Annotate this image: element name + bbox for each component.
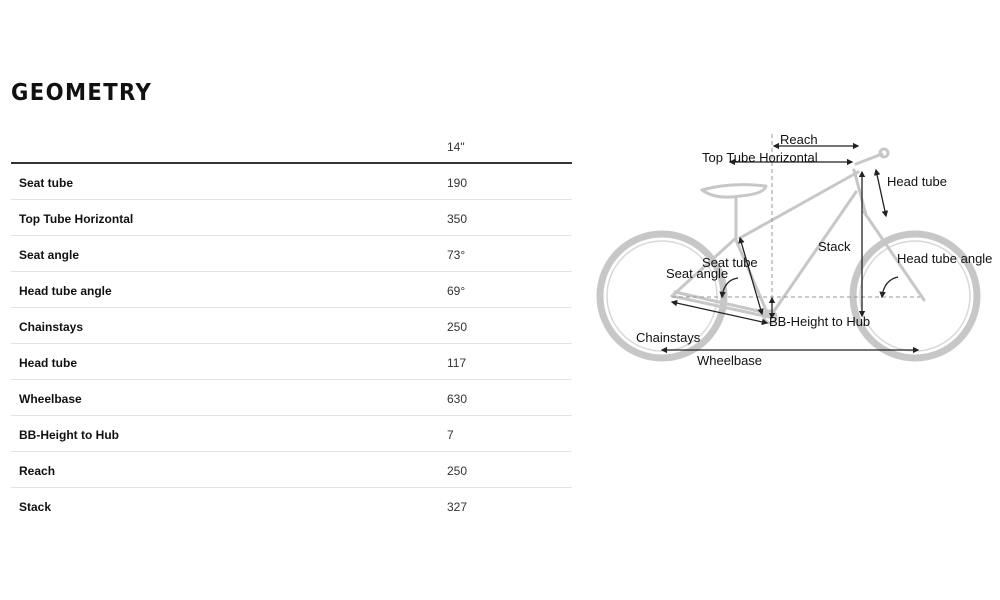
row-label: Top Tube Horizontal: [19, 212, 134, 226]
head-tube-angle-label: Head tube angle: [897, 251, 993, 266]
row-label: Seat tube: [19, 176, 74, 190]
row-label: Stack: [19, 500, 52, 514]
row-label: Wheelbase: [19, 392, 82, 406]
table-row: [11, 164, 572, 200]
row-value: 350: [447, 212, 468, 226]
row-value: 73°: [447, 248, 466, 262]
table-row: [11, 200, 572, 236]
table-row: [11, 416, 572, 452]
reach-label: Reach: [780, 132, 818, 147]
row-value: 327: [447, 500, 468, 514]
table-row: [11, 452, 572, 488]
geometry-table: [11, 130, 572, 523]
seat-angle-label: Seat angle: [666, 266, 729, 281]
row-value: 69°: [447, 284, 466, 298]
table-row: [11, 308, 572, 344]
row-value: 250: [447, 320, 468, 334]
head-tube-label: Head tube: [887, 174, 947, 189]
row-value: 190: [447, 176, 468, 190]
table-header: [11, 130, 572, 164]
table-row: [11, 236, 572, 272]
row-value: 630: [447, 392, 468, 406]
row-label: Seat angle: [19, 248, 80, 262]
row-value: 7: [447, 428, 454, 442]
wheelbase-label: Wheelbase: [697, 353, 763, 368]
row-label: BB-Height to Hub: [19, 428, 119, 442]
stack-label: Stack: [818, 239, 851, 254]
row-value: 250: [447, 464, 468, 478]
bb-height-to-hub-label: BB-Height to Hub: [769, 314, 871, 329]
chainstays-label: Chainstays: [636, 330, 701, 345]
row-label: Reach: [19, 464, 56, 478]
table-row: [11, 380, 572, 416]
seat-tube-label: Seat tube: [702, 255, 758, 270]
row-label: Head tube: [19, 356, 78, 370]
table-row: [11, 272, 572, 308]
row-value: 117: [447, 356, 467, 370]
top-tube-horizontal-label: Top Tube Horizontal: [702, 150, 818, 165]
table-row: [11, 344, 572, 380]
size-column-header: 14": [447, 140, 465, 154]
row-label: Chainstays: [19, 320, 84, 334]
table-row: [11, 488, 572, 523]
page-title: GEOMETRY: [11, 80, 153, 106]
row-label: Head tube angle: [19, 284, 112, 298]
bike-geometry-diagram: [590, 120, 995, 380]
